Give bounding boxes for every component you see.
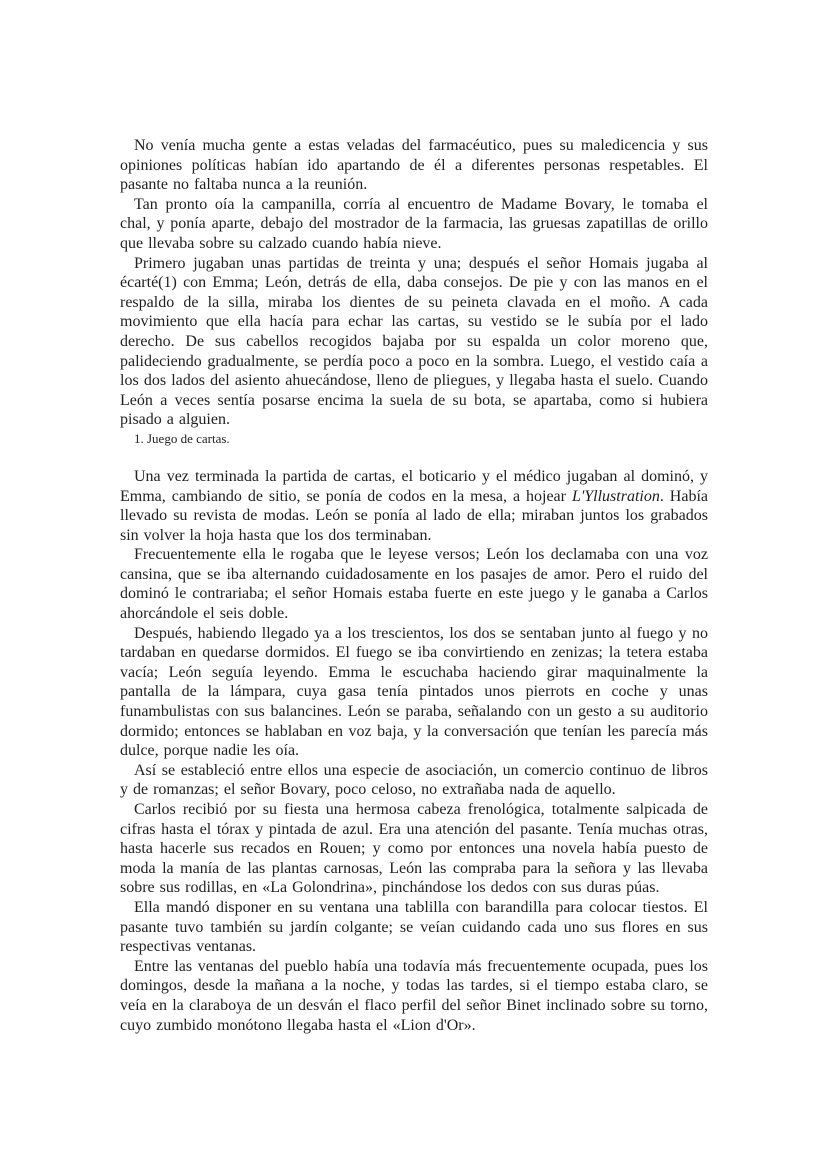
footnote: 1. Juego de cartas. [134, 430, 230, 446]
paragraph-partidas: Primero jugaban unas partidas de treinta y una; después el señor Homais jugaba al écarté(1) con Emma; León, detrás de ella, daba consejos. De pie y con las manos en el respaldo de la silla, miraba los dientes de su peineta clavada en el moño. A cada movimiento que ella hacía para echar las cartas, su vestido se le subía por el lado derecho. De sus cabellos recogidos bajaba por su espalda un color moreno que, palideciendo gradualmente, se perdía poco a poco en la sombra. Luego, el vestido caía a los dos lados del asiento ahuecándose, lleno de pliegues, y llegaba hasta el suelo. Cuando León a veces sentía posarse encima la suela de su bota, se apartaba, como si hubiera pisado a alguien. [120, 254, 708, 429]
paragraph-asociacion: Así se estableció entre ellos una especie de asociación, un comercio continuo de libros y de romanzas; el señor Bovary, poco celoso, no extrañaba nada de aquello. [120, 761, 708, 799]
paragraph-versos: Frecuentemente ella le rogaba que le leyese versos; León los declamaba con una voz cansina, que se iba alternando cuidadosamente en los pasajes de amor. Pero el ruido del dominó le contrariaba; el señor Homais estaba fuerte en este juego y le ganaba a Carlos ahorcándole el seis doble. [120, 546, 708, 623]
paragraph-veladas: No venía mucha gente a estas veladas del farmacéutico, pues su maledicencia y sus opiniones políticas habían ido apartando de él a diferentes personas respetables. El pasante no faltaba nunca a la reunión. [120, 137, 708, 194]
paragraph-tablilla: Ella mandó disponer en su ventana una tablilla con barandilla para colocar tiestos. El pasante tuvo también su jardín colgante; se veían cuidando cada uno sus flores en sus respectivas ventanas. [120, 898, 708, 956]
magazine-title-italic: L'Yllustration [571, 487, 660, 505]
text-block [120, 136, 708, 1035]
paragraph-campanilla: Tan pronto oía la campanilla, corría al encuentro de Madame Bovary, le tomaba el chal, y ponía aparte, debajo del mostrador de la farmacia, las gruesas zapatillas de orillo que llevaba sobre su calzado cuando había nieve. [120, 195, 708, 252]
paragraph-domino [120, 467, 708, 545]
paragraph-domino-text-cont: . Había llevado su revista de modas. León se ponía al lado de ella; miraban juntos los grabados sin volver la hoja hasta que los dos terminaban. [120, 487, 709, 544]
paragraph-ventanas-binet: Entre las ventanas del pueblo había una todavía más frecuentemente ocupada, pues los domingos, desde la mañana a la noche, y todas las tardes, si el tiempo estaba claro, se veía en la claraboya de un desván el flaco perfil del señor Binet inclinado sobre su torno, cuyo zumbido monótono llegaba hasta el «Lion d'Or». [120, 957, 708, 1034]
paragraph-cabeza-frenologica: Carlos recibió por su fiesta una hermosa cabeza frenológica, totalmente salpicada de cifras hasta el tórax y pintada de azul. Era una atención del pasante. Tenía muchas otras, hasta hacerle sus recados en Rouen; y como por entonces una novela había puesto de moda la manía de las plantas carnosas, León las compraba para la señora y las llevaba sobre sus rodillas, en «La Golondrina», pinchándose los dedos con sus duras púas. [120, 801, 708, 897]
paragraph-domino-text: Una vez terminada la partida de cartas, el boticario y el médico jugaban al dominó, y Emma, cambiando de sitio, se ponía de codos en la mesa, a hojear [120, 467, 708, 505]
paragraph-trescientos: Después, habiendo llegado ya a los trescientos, los dos se sentaban junto al fuego y no tardaban en quedarse dormidos. El fuego se iba convirtiendo en zenizas; la tetera estaba vacía; León seguía leyendo. Emma le escuchaba haciendo girar maquinalmente la pantalla de la lámpara, cuya gasa tenía pintados unos pierrots en coche y unas funambulistas con sus balancines. León se paraba, señalando con un gesto a su auditorio dormido; entonces se hablaban en voz baja, y la conversación que tenían les parecía más dulce, porque nadie les oía. [120, 624, 708, 760]
